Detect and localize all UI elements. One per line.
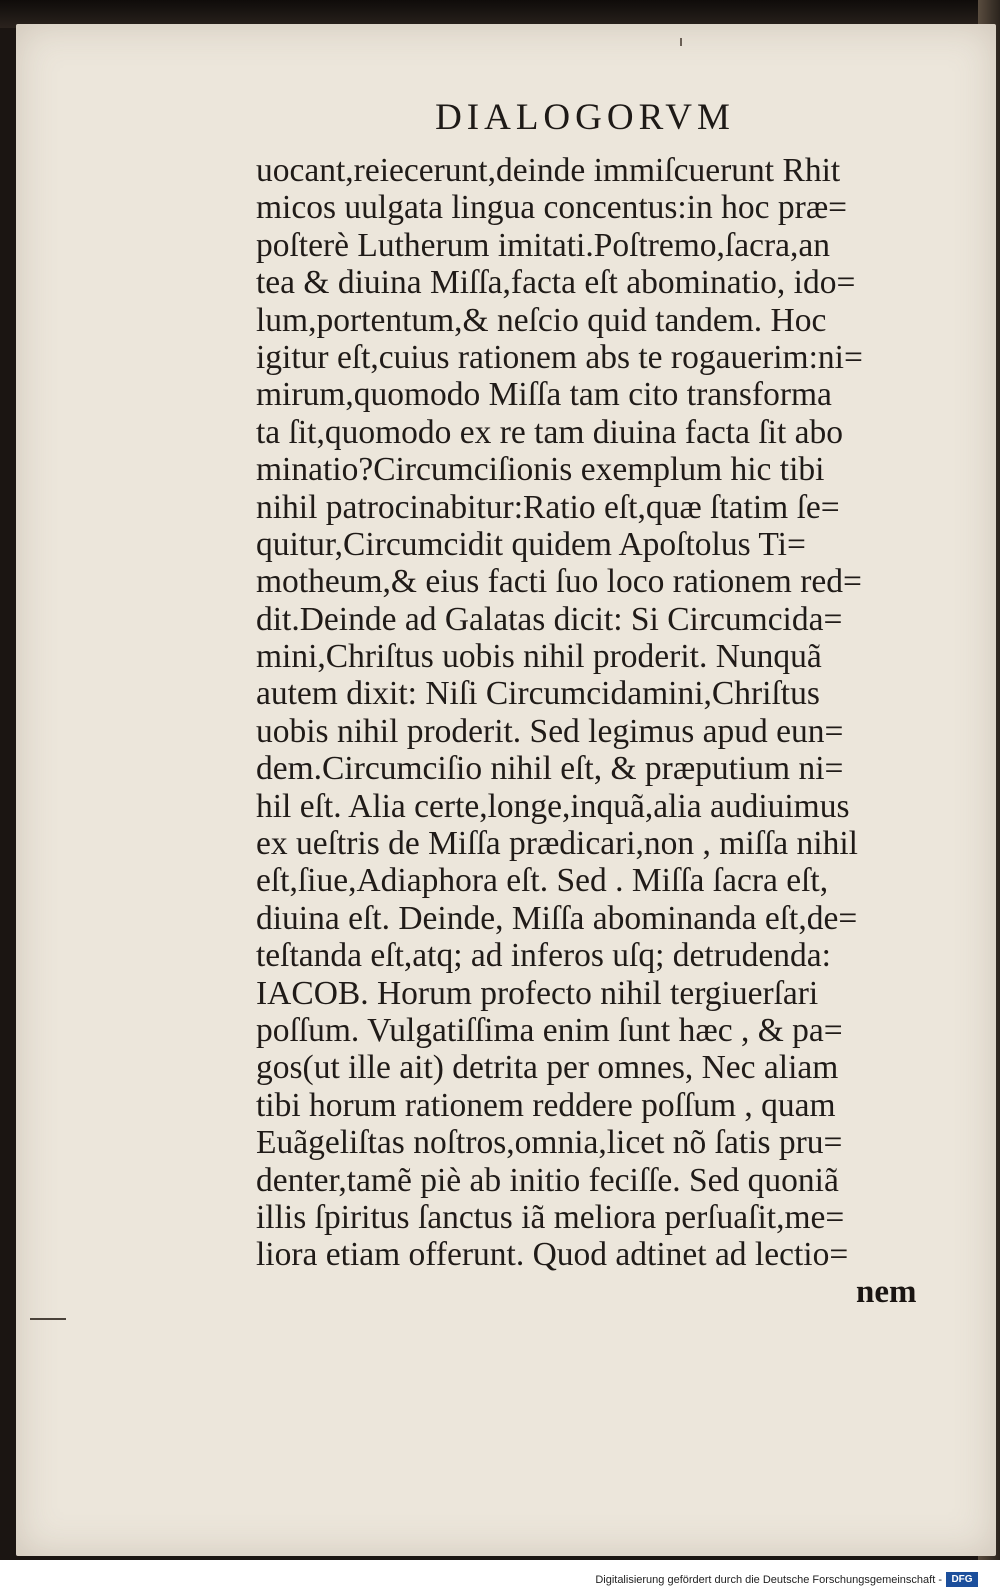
text-line: tea & diuina Miſſa,facta eſt abominatio, ido=: [256, 264, 856, 302]
text-line: poſſum. Vulgatiſſima enim ſunt hæc , & pa=: [256, 1011, 843, 1049]
text-line: gos(ut ille ait) detrita per omnes, Nec aliam: [256, 1049, 839, 1087]
text-line: diuina eſt. Deinde, Miſſa abominanda eſt,de=: [256, 899, 858, 937]
text-line: ex ueſtris de Miſſa prædicari,non , miſſa nihil: [256, 825, 858, 863]
text-line: poſterè Lutherum imitati.Poſtremo,ſacra,an: [256, 226, 830, 264]
text-line: denter,tamẽ piè ab initio feciſſe. Sed quoniã: [256, 1161, 839, 1199]
footer-credit: Digitalisierung gefördert durch die Deutsche Forschungsgemeinschaft -: [595, 1574, 942, 1586]
text-line: illis ſpiritus ſanctus iã meliora perſuaſit,me=: [256, 1198, 845, 1236]
text-line: autem dixit: Niſi Circumcidamini,Chriſtus: [256, 675, 820, 713]
text-line: micos uulgata lingua concentus:in hoc præ=: [256, 189, 848, 227]
text-line: uocant,reiecerunt,deinde immiſcuerunt Rhit: [256, 152, 841, 189]
text-line: liora etiam offerunt. Quod adtinet ad lectio=: [256, 1236, 849, 1274]
text-line: igitur eſt,cuius rationem abs te rogauerim:ni=: [256, 338, 863, 376]
text-line: quitur,Circumcidit quidem Apoſtolus Ti=: [256, 525, 806, 563]
text-line: Euãgeliſtas noſtros,omnia,licet nõ ſatis pru=: [256, 1124, 843, 1162]
text-line: ta ſit,quomodo ex re tam diuina facta ſit abo: [256, 413, 844, 451]
margin-mark: [30, 1318, 66, 1320]
text-line: eſt,ſiue,Adiaphora eſt. Sed . Miſſa ſacra eſt,: [256, 862, 829, 900]
text-line: mirum,quomodo Miſſa tam cito transforma: [256, 376, 832, 414]
text-line: nihil patrocinabitur:Ratio eſt,quæ ſtatim ſe=: [256, 488, 840, 526]
text-line: IACOB. Horum profecto nihil tergiuerſari: [256, 974, 819, 1012]
text-line: minatio?Circumciſionis exemplum hic tibi: [256, 451, 825, 489]
text-line: dem.Circumciſio nihil eſt, & præputium ni=: [256, 750, 844, 788]
text-line: teſtanda eſt,atq; ad inferos uſq; detrudenda:: [256, 937, 831, 975]
text-block: [256, 152, 946, 1274]
text-line: uobis nihil proderit. Sed legimus apud eun=: [256, 712, 844, 750]
page-tick-mark: [680, 38, 682, 46]
text-line: dit.Deinde ad Galatas dicit: Si Circumcida=: [256, 600, 843, 638]
text-line: tibi horum rationem reddere poſſum , quam: [256, 1086, 836, 1124]
catchword: nem: [856, 1274, 917, 1310]
dfg-logo: DFG: [946, 1572, 978, 1587]
text-line: motheum,& eius facti ſuo loco rationem red=: [256, 563, 862, 601]
running-head: DIALOGORVM: [435, 97, 735, 138]
text-line: hil eſt. Alia certe,longe,inquã,alia audiuimus: [256, 787, 850, 825]
text-line: mini,Chriſtus uobis nihil proderit. Nunquã: [256, 638, 822, 676]
text-line: lum,portentum,& neſcio quid tandem. Hoc: [256, 301, 827, 339]
